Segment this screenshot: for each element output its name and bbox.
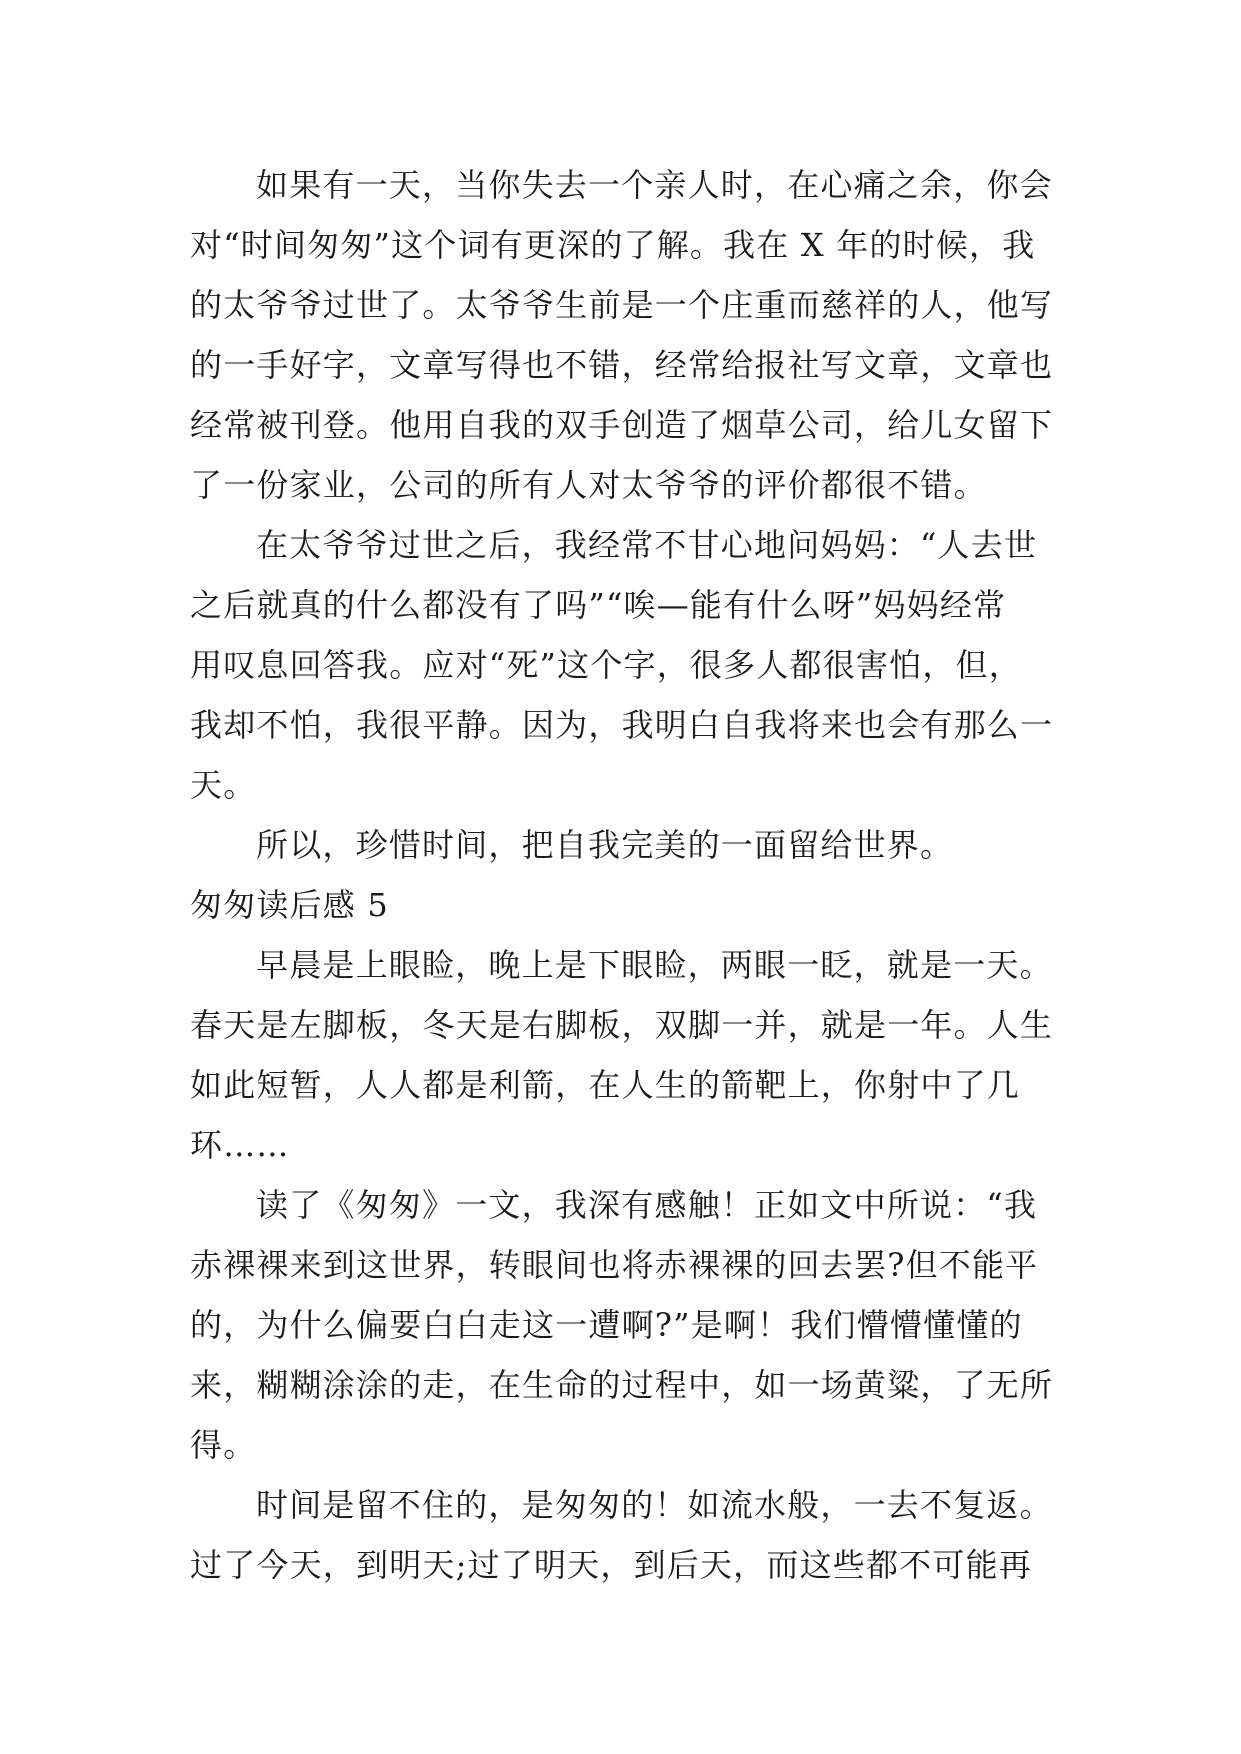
paragraph-line: 所以，珍惜时间，把自我完美的一面留给世界。 bbox=[256, 826, 954, 864]
paragraph-line: 的，为什么偏要白白走这一遭啊?”是啊！我们懵懵懂懂的 bbox=[190, 1306, 1023, 1344]
document-body bbox=[190, 155, 1060, 1595]
paragraph-line: 早晨是上眼睑，晚上是下眼睑，两眼一眨，就是一天。 bbox=[256, 946, 1053, 984]
paragraph-line: 时间是留不住的，是匆匆的！如流水般，一去不复返。 bbox=[256, 1486, 1053, 1524]
paragraph-line: 天。 bbox=[190, 766, 257, 804]
paragraph-line: 的一手好字，文章写得也不错，经常给报社写文章，文章也 bbox=[190, 346, 1054, 384]
paragraph-line: 得。 bbox=[190, 1426, 257, 1464]
paragraph-line: 用叹息回答我。应对“死”这个字，很多人都很害怕，但， bbox=[190, 646, 1022, 684]
paragraph-line: 如此短暂，人人都是利箭，在人生的箭靶上，你射中了几 bbox=[190, 1066, 1021, 1104]
paragraph-line: 读了《匆匆》一文，我深有感触！正如文中所说：“我 bbox=[256, 1186, 1038, 1224]
paragraph-line: 对“时间匆匆”这个词有更深的了解。我在 X 年的时候，我 bbox=[190, 226, 1036, 264]
paragraph-line: 之后就真的什么都没有了吗”“唉—能有什么呀”妈妈经常 bbox=[190, 586, 1007, 624]
paragraph-line: 来，糊糊涂涂的走，在生命的过程中，如一场黄粱，了无所 bbox=[190, 1366, 1054, 1404]
paragraph-line: 赤裸裸来到这世界，转眼间也将赤裸裸的回去罢?但不能平 bbox=[190, 1246, 1039, 1284]
paragraph-line: 了一份家业，公司的所有人对太爷爷的评价都很不错。 bbox=[190, 466, 987, 504]
paragraph-line: 环…… bbox=[190, 1126, 290, 1164]
paragraph-line: 的太爷爷过世了。太爷爷生前是一个庄重而慈祥的人，他写 bbox=[190, 286, 1054, 324]
paragraph-line: 过了今天，到明天;过了明天，到后天，而这些都不可能再 bbox=[190, 1546, 1032, 1584]
paragraph-line: 在太爷爷过世之后，我经常不甘心地问妈妈：“人去世 bbox=[256, 526, 1038, 564]
paragraph-line: 春天是左脚板，冬天是右脚板，双脚一并，就是一年。人生 bbox=[190, 1006, 1054, 1044]
section-heading: 匆匆读后感 5 bbox=[190, 886, 389, 924]
paragraph-line: 经常被刊登。他用自我的双手创造了烟草公司，给儿女留下 bbox=[190, 406, 1054, 444]
paragraph-line: 我却不怕，我很平静。因为，我明白自我将来也会有那么一 bbox=[190, 706, 1054, 744]
paragraph-line: 如果有一天，当你失去一个亲人时，在心痛之余，你会 bbox=[256, 166, 1053, 204]
